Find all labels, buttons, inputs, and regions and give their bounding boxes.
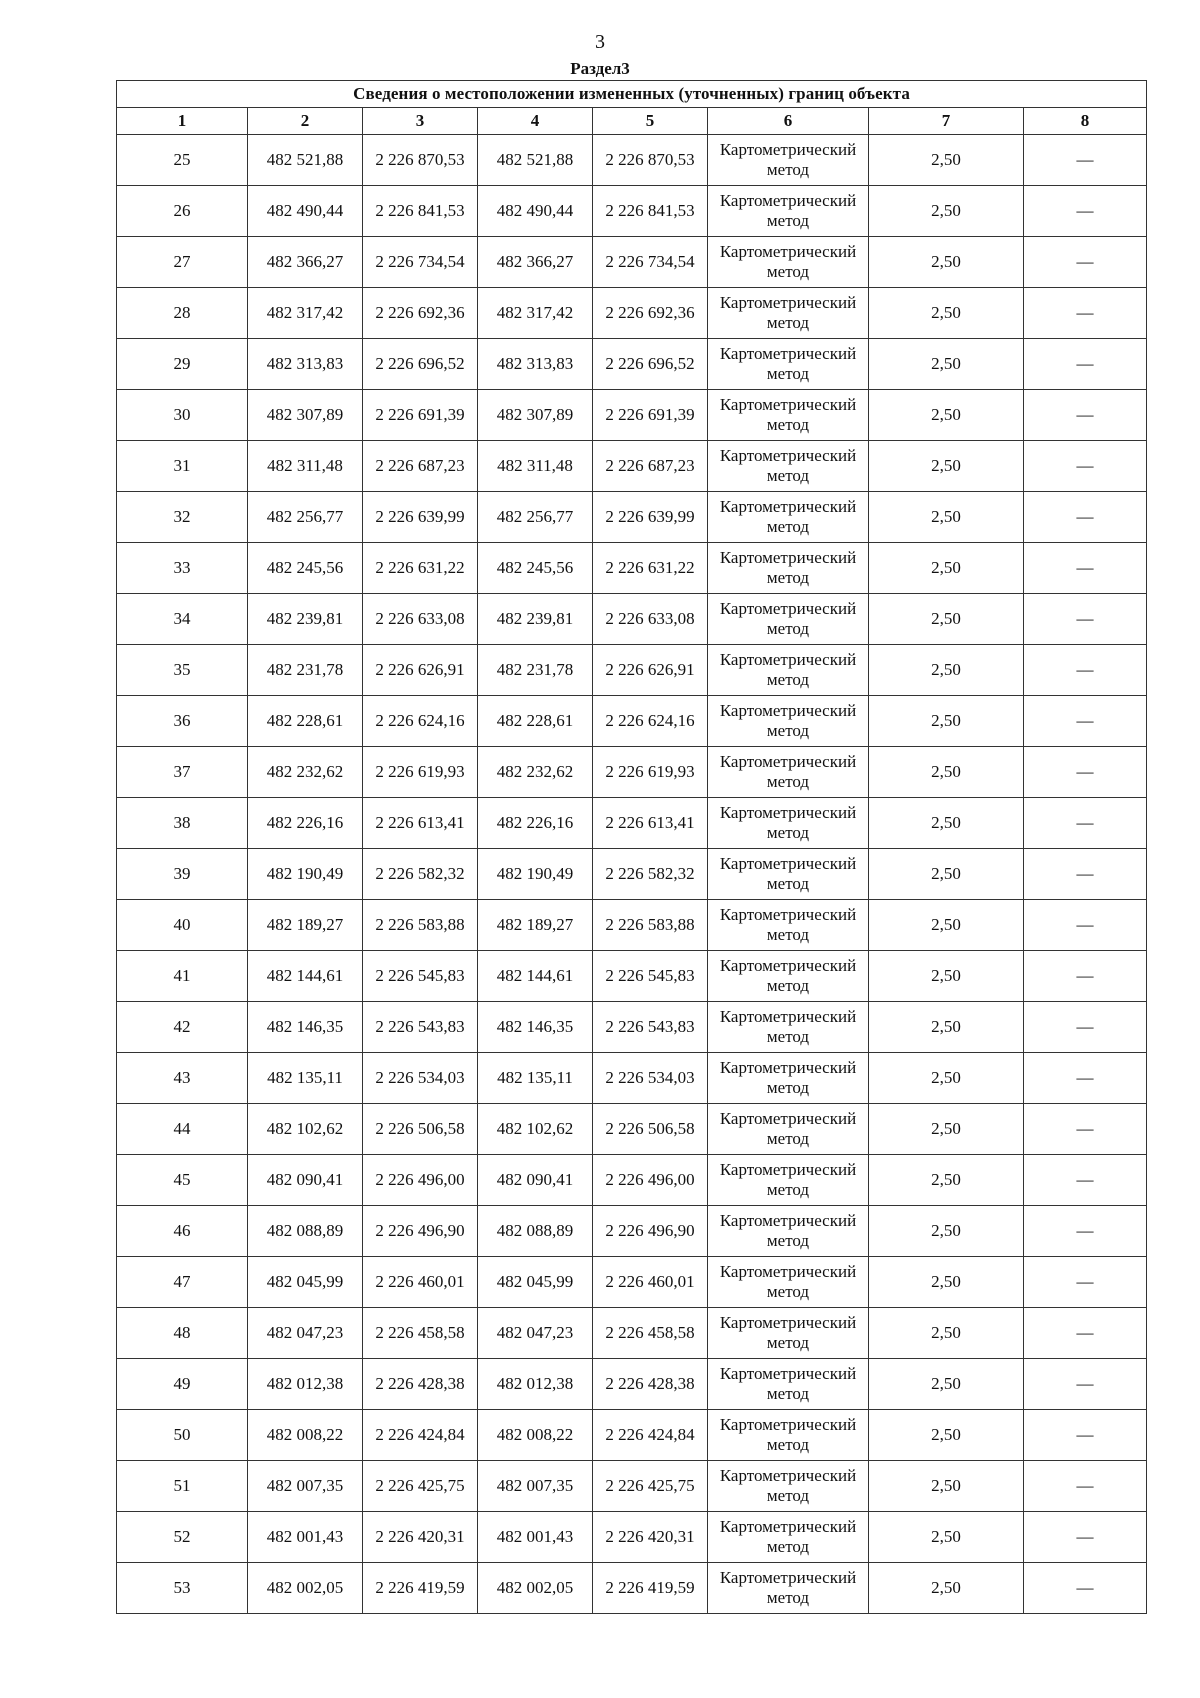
x-coordinate-existing: 482 366,27 [248, 237, 363, 288]
column-header: 7 [869, 108, 1024, 135]
table-caption: Сведения о местоположении измененных (уточненных) границ объекта [117, 81, 1147, 108]
point-number: 39 [117, 849, 248, 900]
determination-method: Картометрический метод [708, 237, 869, 288]
accuracy-value: 2,50 [869, 1461, 1024, 1512]
table-row [117, 1206, 1147, 1257]
y-coordinate-existing: 2 226 691,39 [363, 390, 478, 441]
x-coordinate-new: 482 047,23 [478, 1308, 593, 1359]
point-number: 53 [117, 1563, 248, 1614]
accuracy-value: 2,50 [869, 798, 1024, 849]
column-header: 5 [593, 108, 708, 135]
x-coordinate-existing: 482 239,81 [248, 594, 363, 645]
description-dash: — [1024, 747, 1147, 798]
accuracy-value: 2,50 [869, 1002, 1024, 1053]
determination-method: Картометрический метод [708, 1206, 869, 1257]
description-dash: — [1024, 339, 1147, 390]
point-number: 38 [117, 798, 248, 849]
determination-method: Картометрический метод [708, 747, 869, 798]
y-coordinate-existing: 2 226 734,54 [363, 237, 478, 288]
table-row [117, 849, 1147, 900]
accuracy-value: 2,50 [869, 1308, 1024, 1359]
description-dash: — [1024, 1053, 1147, 1104]
accuracy-value: 2,50 [869, 135, 1024, 186]
column-header: 2 [248, 108, 363, 135]
table-row [117, 747, 1147, 798]
accuracy-value: 2,50 [869, 1206, 1024, 1257]
point-number: 47 [117, 1257, 248, 1308]
x-coordinate-existing: 482 190,49 [248, 849, 363, 900]
determination-method: Картометрический метод [708, 339, 869, 390]
y-coordinate-new: 2 226 496,90 [593, 1206, 708, 1257]
x-coordinate-new: 482 226,16 [478, 798, 593, 849]
x-coordinate-new: 482 307,89 [478, 390, 593, 441]
x-coordinate-new: 482 256,77 [478, 492, 593, 543]
x-coordinate-new: 482 228,61 [478, 696, 593, 747]
x-coordinate-existing: 482 090,41 [248, 1155, 363, 1206]
description-dash: — [1024, 1563, 1147, 1614]
y-coordinate-new: 2 226 582,32 [593, 849, 708, 900]
y-coordinate-existing: 2 226 420,31 [363, 1512, 478, 1563]
accuracy-value: 2,50 [869, 900, 1024, 951]
x-coordinate-existing: 482 008,22 [248, 1410, 363, 1461]
y-coordinate-existing: 2 226 419,59 [363, 1563, 478, 1614]
accuracy-value: 2,50 [869, 339, 1024, 390]
description-dash: — [1024, 1410, 1147, 1461]
x-coordinate-new: 482 090,41 [478, 1155, 593, 1206]
table-row [117, 492, 1147, 543]
determination-method: Картометрический метод [708, 288, 869, 339]
x-coordinate-new: 482 045,99 [478, 1257, 593, 1308]
x-coordinate-existing: 482 256,77 [248, 492, 363, 543]
x-coordinate-existing: 482 045,99 [248, 1257, 363, 1308]
x-coordinate-existing: 482 317,42 [248, 288, 363, 339]
x-coordinate-new: 482 008,22 [478, 1410, 593, 1461]
description-dash: — [1024, 798, 1147, 849]
determination-method: Картометрический метод [708, 390, 869, 441]
x-coordinate-existing: 482 047,23 [248, 1308, 363, 1359]
x-coordinate-new: 482 001,43 [478, 1512, 593, 1563]
y-coordinate-new: 2 226 692,36 [593, 288, 708, 339]
determination-method: Картометрический метод [708, 1410, 869, 1461]
x-coordinate-new: 482 311,48 [478, 441, 593, 492]
y-coordinate-existing: 2 226 428,38 [363, 1359, 478, 1410]
accuracy-value: 2,50 [869, 1563, 1024, 1614]
point-number: 33 [117, 543, 248, 594]
y-coordinate-new: 2 226 626,91 [593, 645, 708, 696]
table-row [117, 135, 1147, 186]
y-coordinate-existing: 2 226 619,93 [363, 747, 478, 798]
accuracy-value: 2,50 [869, 594, 1024, 645]
y-coordinate-new: 2 226 506,58 [593, 1104, 708, 1155]
accuracy-value: 2,50 [869, 288, 1024, 339]
accuracy-value: 2,50 [869, 849, 1024, 900]
accuracy-value: 2,50 [869, 390, 1024, 441]
description-dash: — [1024, 696, 1147, 747]
x-coordinate-new: 482 232,62 [478, 747, 593, 798]
point-number: 45 [117, 1155, 248, 1206]
table-row [117, 951, 1147, 1002]
table-row [117, 900, 1147, 951]
description-dash: — [1024, 135, 1147, 186]
point-number: 42 [117, 1002, 248, 1053]
point-number: 50 [117, 1410, 248, 1461]
table-row [117, 1053, 1147, 1104]
determination-method: Картометрический метод [708, 1257, 869, 1308]
x-coordinate-existing: 482 521,88 [248, 135, 363, 186]
accuracy-value: 2,50 [869, 645, 1024, 696]
description-dash: — [1024, 1206, 1147, 1257]
table-row [117, 1155, 1147, 1206]
point-number: 46 [117, 1206, 248, 1257]
accuracy-value: 2,50 [869, 441, 1024, 492]
determination-method: Картометрический метод [708, 1359, 869, 1410]
description-dash: — [1024, 186, 1147, 237]
column-header: 6 [708, 108, 869, 135]
table-row [117, 1410, 1147, 1461]
y-coordinate-new: 2 226 619,93 [593, 747, 708, 798]
x-coordinate-new: 482 012,38 [478, 1359, 593, 1410]
x-coordinate-new: 482 002,05 [478, 1563, 593, 1614]
description-dash: — [1024, 1359, 1147, 1410]
accuracy-value: 2,50 [869, 1359, 1024, 1410]
y-coordinate-existing: 2 226 639,99 [363, 492, 478, 543]
y-coordinate-new: 2 226 870,53 [593, 135, 708, 186]
determination-method: Картометрический метод [708, 1512, 869, 1563]
accuracy-value: 2,50 [869, 696, 1024, 747]
y-coordinate-existing: 2 226 692,36 [363, 288, 478, 339]
point-number: 40 [117, 900, 248, 951]
y-coordinate-new: 2 226 583,88 [593, 900, 708, 951]
determination-method: Картометрический метод [708, 1002, 869, 1053]
x-coordinate-existing: 482 007,35 [248, 1461, 363, 1512]
accuracy-value: 2,50 [869, 1053, 1024, 1104]
x-coordinate-new: 482 146,35 [478, 1002, 593, 1053]
table-header-row [117, 108, 1147, 135]
column-header: 8 [1024, 108, 1147, 135]
description-dash: — [1024, 594, 1147, 645]
y-coordinate-existing: 2 226 624,16 [363, 696, 478, 747]
description-dash: — [1024, 492, 1147, 543]
description-dash: — [1024, 849, 1147, 900]
table-row [117, 798, 1147, 849]
point-number: 26 [117, 186, 248, 237]
determination-method: Картометрический метод [708, 849, 869, 900]
point-number: 52 [117, 1512, 248, 1563]
determination-method: Картометрический метод [708, 186, 869, 237]
table-row [117, 594, 1147, 645]
x-coordinate-new: 482 190,49 [478, 849, 593, 900]
point-number: 51 [117, 1461, 248, 1512]
accuracy-value: 2,50 [869, 951, 1024, 1002]
y-coordinate-existing: 2 226 582,32 [363, 849, 478, 900]
determination-method: Картометрический метод [708, 1053, 869, 1104]
y-coordinate-new: 2 226 633,08 [593, 594, 708, 645]
column-header: 1 [117, 108, 248, 135]
y-coordinate-new: 2 226 458,58 [593, 1308, 708, 1359]
y-coordinate-existing: 2 226 506,58 [363, 1104, 478, 1155]
x-coordinate-existing: 482 102,62 [248, 1104, 363, 1155]
table-row [117, 1461, 1147, 1512]
point-number: 25 [117, 135, 248, 186]
table-row [117, 441, 1147, 492]
x-coordinate-new: 482 317,42 [478, 288, 593, 339]
table-body [117, 135, 1147, 1614]
point-number: 32 [117, 492, 248, 543]
determination-method: Картометрический метод [708, 1461, 869, 1512]
x-coordinate-existing: 482 144,61 [248, 951, 363, 1002]
description-dash: — [1024, 645, 1147, 696]
x-coordinate-new: 482 144,61 [478, 951, 593, 1002]
x-coordinate-existing: 482 146,35 [248, 1002, 363, 1053]
table-row [117, 390, 1147, 441]
description-dash: — [1024, 1461, 1147, 1512]
x-coordinate-existing: 482 313,83 [248, 339, 363, 390]
description-dash: — [1024, 1308, 1147, 1359]
determination-method: Картометрический метод [708, 1155, 869, 1206]
x-coordinate-existing: 482 001,43 [248, 1512, 363, 1563]
table-caption-row [117, 81, 1147, 108]
accuracy-value: 2,50 [869, 1512, 1024, 1563]
y-coordinate-new: 2 226 496,00 [593, 1155, 708, 1206]
table-row [117, 1257, 1147, 1308]
y-coordinate-new: 2 226 419,59 [593, 1563, 708, 1614]
x-coordinate-existing: 482 226,16 [248, 798, 363, 849]
table-row [117, 237, 1147, 288]
determination-method: Картометрический метод [708, 1563, 869, 1614]
table-row [117, 1359, 1147, 1410]
x-coordinate-existing: 482 189,27 [248, 900, 363, 951]
determination-method: Картометрический метод [708, 1308, 869, 1359]
y-coordinate-existing: 2 226 841,53 [363, 186, 478, 237]
y-coordinate-new: 2 226 460,01 [593, 1257, 708, 1308]
y-coordinate-existing: 2 226 458,58 [363, 1308, 478, 1359]
y-coordinate-existing: 2 226 631,22 [363, 543, 478, 594]
x-coordinate-new: 482 239,81 [478, 594, 593, 645]
x-coordinate-new: 482 088,89 [478, 1206, 593, 1257]
accuracy-value: 2,50 [869, 237, 1024, 288]
y-coordinate-existing: 2 226 613,41 [363, 798, 478, 849]
boundary-coordinates-table [116, 80, 1147, 1614]
y-coordinate-existing: 2 226 626,91 [363, 645, 478, 696]
section-title: Раздел3 [570, 59, 630, 78]
description-dash: — [1024, 390, 1147, 441]
y-coordinate-new: 2 226 624,16 [593, 696, 708, 747]
point-number: 37 [117, 747, 248, 798]
point-number: 29 [117, 339, 248, 390]
y-coordinate-existing: 2 226 460,01 [363, 1257, 478, 1308]
column-header: 4 [478, 108, 593, 135]
y-coordinate-new: 2 226 696,52 [593, 339, 708, 390]
page-number: 3 [595, 31, 605, 53]
y-coordinate-existing: 2 226 543,83 [363, 1002, 478, 1053]
y-coordinate-new: 2 226 424,84 [593, 1410, 708, 1461]
y-coordinate-new: 2 226 428,38 [593, 1359, 708, 1410]
determination-method: Картометрический метод [708, 543, 869, 594]
x-coordinate-existing: 482 311,48 [248, 441, 363, 492]
accuracy-value: 2,50 [869, 186, 1024, 237]
accuracy-value: 2,50 [869, 1155, 1024, 1206]
point-number: 43 [117, 1053, 248, 1104]
determination-method: Картометрический метод [708, 798, 869, 849]
table-row [117, 696, 1147, 747]
point-number: 27 [117, 237, 248, 288]
x-coordinate-new: 482 366,27 [478, 237, 593, 288]
x-coordinate-existing: 482 245,56 [248, 543, 363, 594]
point-number: 30 [117, 390, 248, 441]
y-coordinate-existing: 2 226 534,03 [363, 1053, 478, 1104]
description-dash: — [1024, 951, 1147, 1002]
x-coordinate-existing: 482 232,62 [248, 747, 363, 798]
y-coordinate-new: 2 226 425,75 [593, 1461, 708, 1512]
description-dash: — [1024, 1155, 1147, 1206]
x-coordinate-existing: 482 088,89 [248, 1206, 363, 1257]
x-coordinate-new: 482 245,56 [478, 543, 593, 594]
y-coordinate-new: 2 226 545,83 [593, 951, 708, 1002]
determination-method: Картометрический метод [708, 1104, 869, 1155]
description-dash: — [1024, 288, 1147, 339]
table-row [117, 186, 1147, 237]
x-coordinate-existing: 482 490,44 [248, 186, 363, 237]
x-coordinate-new: 482 313,83 [478, 339, 593, 390]
y-coordinate-new: 2 226 691,39 [593, 390, 708, 441]
accuracy-value: 2,50 [869, 543, 1024, 594]
point-number: 44 [117, 1104, 248, 1155]
point-number: 34 [117, 594, 248, 645]
description-dash: — [1024, 237, 1147, 288]
y-coordinate-existing: 2 226 870,53 [363, 135, 478, 186]
y-coordinate-new: 2 226 631,22 [593, 543, 708, 594]
table-row [117, 1104, 1147, 1155]
x-coordinate-new: 482 189,27 [478, 900, 593, 951]
x-coordinate-new: 482 135,11 [478, 1053, 593, 1104]
accuracy-value: 2,50 [869, 492, 1024, 543]
table-row [117, 339, 1147, 390]
point-number: 36 [117, 696, 248, 747]
determination-method: Картометрический метод [708, 696, 869, 747]
table-row [117, 1512, 1147, 1563]
y-coordinate-new: 2 226 639,99 [593, 492, 708, 543]
point-number: 28 [117, 288, 248, 339]
description-dash: — [1024, 1104, 1147, 1155]
table-row [117, 1308, 1147, 1359]
y-coordinate-new: 2 226 543,83 [593, 1002, 708, 1053]
x-coordinate-existing: 482 002,05 [248, 1563, 363, 1614]
description-dash: — [1024, 1002, 1147, 1053]
y-coordinate-existing: 2 226 496,00 [363, 1155, 478, 1206]
y-coordinate-existing: 2 226 583,88 [363, 900, 478, 951]
accuracy-value: 2,50 [869, 747, 1024, 798]
column-header: 3 [363, 108, 478, 135]
y-coordinate-new: 2 226 613,41 [593, 798, 708, 849]
description-dash: — [1024, 900, 1147, 951]
x-coordinate-existing: 482 135,11 [248, 1053, 363, 1104]
x-coordinate-existing: 482 228,61 [248, 696, 363, 747]
x-coordinate-existing: 482 307,89 [248, 390, 363, 441]
description-dash: — [1024, 1512, 1147, 1563]
x-coordinate-existing: 482 231,78 [248, 645, 363, 696]
y-coordinate-new: 2 226 734,54 [593, 237, 708, 288]
x-coordinate-new: 482 102,62 [478, 1104, 593, 1155]
description-dash: — [1024, 543, 1147, 594]
point-number: 31 [117, 441, 248, 492]
table-row [117, 543, 1147, 594]
point-number: 35 [117, 645, 248, 696]
determination-method: Картометрический метод [708, 441, 869, 492]
accuracy-value: 2,50 [869, 1257, 1024, 1308]
determination-method: Картометрический метод [708, 645, 869, 696]
x-coordinate-new: 482 490,44 [478, 186, 593, 237]
y-coordinate-new: 2 226 420,31 [593, 1512, 708, 1563]
determination-method: Картометрический метод [708, 594, 869, 645]
accuracy-value: 2,50 [869, 1104, 1024, 1155]
x-coordinate-new: 482 521,88 [478, 135, 593, 186]
description-dash: — [1024, 441, 1147, 492]
y-coordinate-existing: 2 226 696,52 [363, 339, 478, 390]
determination-method: Картометрический метод [708, 900, 869, 951]
accuracy-value: 2,50 [869, 1410, 1024, 1461]
y-coordinate-existing: 2 226 425,75 [363, 1461, 478, 1512]
y-coordinate-existing: 2 226 687,23 [363, 441, 478, 492]
point-number: 41 [117, 951, 248, 1002]
x-coordinate-existing: 482 012,38 [248, 1359, 363, 1410]
y-coordinate-existing: 2 226 496,90 [363, 1206, 478, 1257]
y-coordinate-new: 2 226 687,23 [593, 441, 708, 492]
y-coordinate-new: 2 226 534,03 [593, 1053, 708, 1104]
table-row [117, 1563, 1147, 1614]
y-coordinate-existing: 2 226 424,84 [363, 1410, 478, 1461]
point-number: 48 [117, 1308, 248, 1359]
y-coordinate-existing: 2 226 633,08 [363, 594, 478, 645]
y-coordinate-existing: 2 226 545,83 [363, 951, 478, 1002]
x-coordinate-new: 482 231,78 [478, 645, 593, 696]
determination-method: Картометрический метод [708, 135, 869, 186]
x-coordinate-new: 482 007,35 [478, 1461, 593, 1512]
point-number: 49 [117, 1359, 248, 1410]
description-dash: — [1024, 1257, 1147, 1308]
determination-method: Картометрический метод [708, 492, 869, 543]
determination-method: Картометрический метод [708, 951, 869, 1002]
table-row [117, 1002, 1147, 1053]
table-row [117, 288, 1147, 339]
y-coordinate-new: 2 226 841,53 [593, 186, 708, 237]
table-row [117, 645, 1147, 696]
